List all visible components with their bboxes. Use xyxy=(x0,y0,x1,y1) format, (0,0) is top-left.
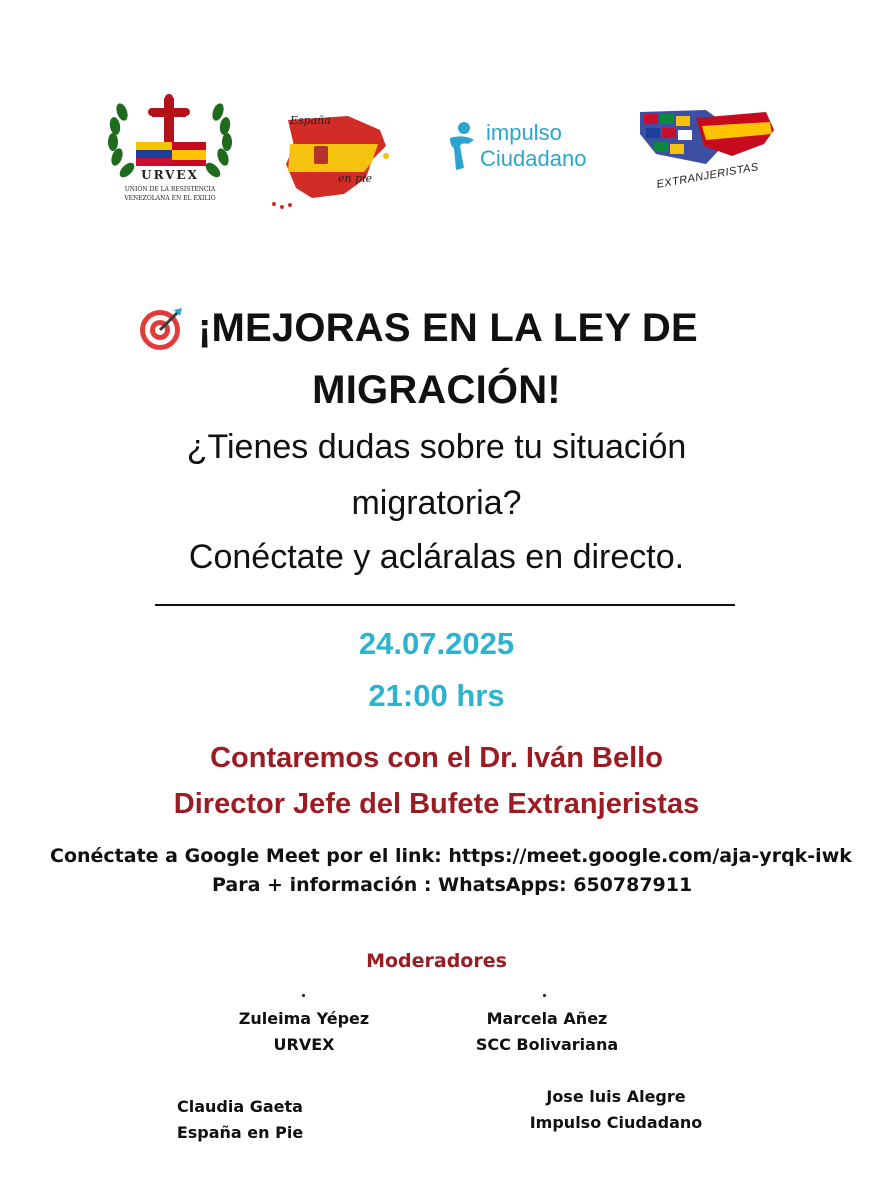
divider xyxy=(155,604,735,606)
heading-line1: ¡MEJORAS EN LA LEY DE xyxy=(198,306,698,350)
urvex-subtitle-1: UNIÓN DE LA RESISTENCIA xyxy=(124,186,216,193)
event-date: 24.07.2025 xyxy=(358,626,515,661)
target-icon xyxy=(138,306,184,352)
espana-en-pie-logo xyxy=(268,108,398,212)
moderator-card xyxy=(516,1084,716,1136)
urvex-logo xyxy=(100,92,240,212)
impulso-ciudadano-logo xyxy=(444,118,604,178)
dot xyxy=(543,994,546,997)
subheading-line2: migratoria? xyxy=(351,484,522,522)
moderator-org: España en Pie xyxy=(176,1123,304,1142)
subheading-line1: ¿Tienes dudas sobre tu situación xyxy=(186,428,687,466)
extranjeristas-text: EXTRANJERISTAS xyxy=(655,161,760,191)
moderator-card xyxy=(454,1006,640,1058)
moderator-name: Zuleima Yépez xyxy=(238,1009,370,1028)
espana-top-text: España xyxy=(290,114,331,127)
moderator-card xyxy=(150,1094,330,1146)
spain-map-icon xyxy=(268,108,398,212)
moderator-org: SCC Bolivariana xyxy=(475,1035,619,1054)
person-icon xyxy=(444,120,478,172)
impulso-line2: Ciudadano xyxy=(480,146,587,171)
moderator-name: Jose luis Alegre xyxy=(546,1087,686,1106)
speaker-line2: Director Jefe del Bufete Extranjeristas xyxy=(173,788,700,820)
moderator-org: Impulso Ciudadano xyxy=(529,1113,703,1132)
event-time: 21:00 hrs xyxy=(368,678,505,713)
meet-link-text[interactable]: Conéctate a Google Meet por el link: https://meet.google.com/aja-yrqk-iwk xyxy=(50,845,852,867)
moderators-title: Moderadores xyxy=(366,950,507,972)
subheading-line3: Conéctate y acláralas en directo. xyxy=(188,538,685,576)
espana-bottom-text: en pie xyxy=(338,172,373,185)
whatsapp-text: Para + información : WhatsApps: 650787911 xyxy=(212,874,693,896)
moderator-name: Claudia Gaeta xyxy=(177,1097,303,1116)
dot xyxy=(302,994,305,997)
moderator-card xyxy=(214,1006,394,1058)
moderator-name: Marcela Añez xyxy=(486,1009,608,1028)
urvex-subtitle-2: VENEZOLANA EN EL EXILIO xyxy=(124,195,216,202)
impulso-line1: impulso xyxy=(486,120,562,145)
extranjeristas-logo xyxy=(636,104,776,204)
moderator-org: URVEX xyxy=(273,1035,335,1054)
speaker-line1: Contaremos con el Dr. Iván Bello xyxy=(210,742,663,774)
heading-line2: MIGRACIÓN! xyxy=(312,368,561,412)
urvex-name: URVEX xyxy=(141,168,199,182)
